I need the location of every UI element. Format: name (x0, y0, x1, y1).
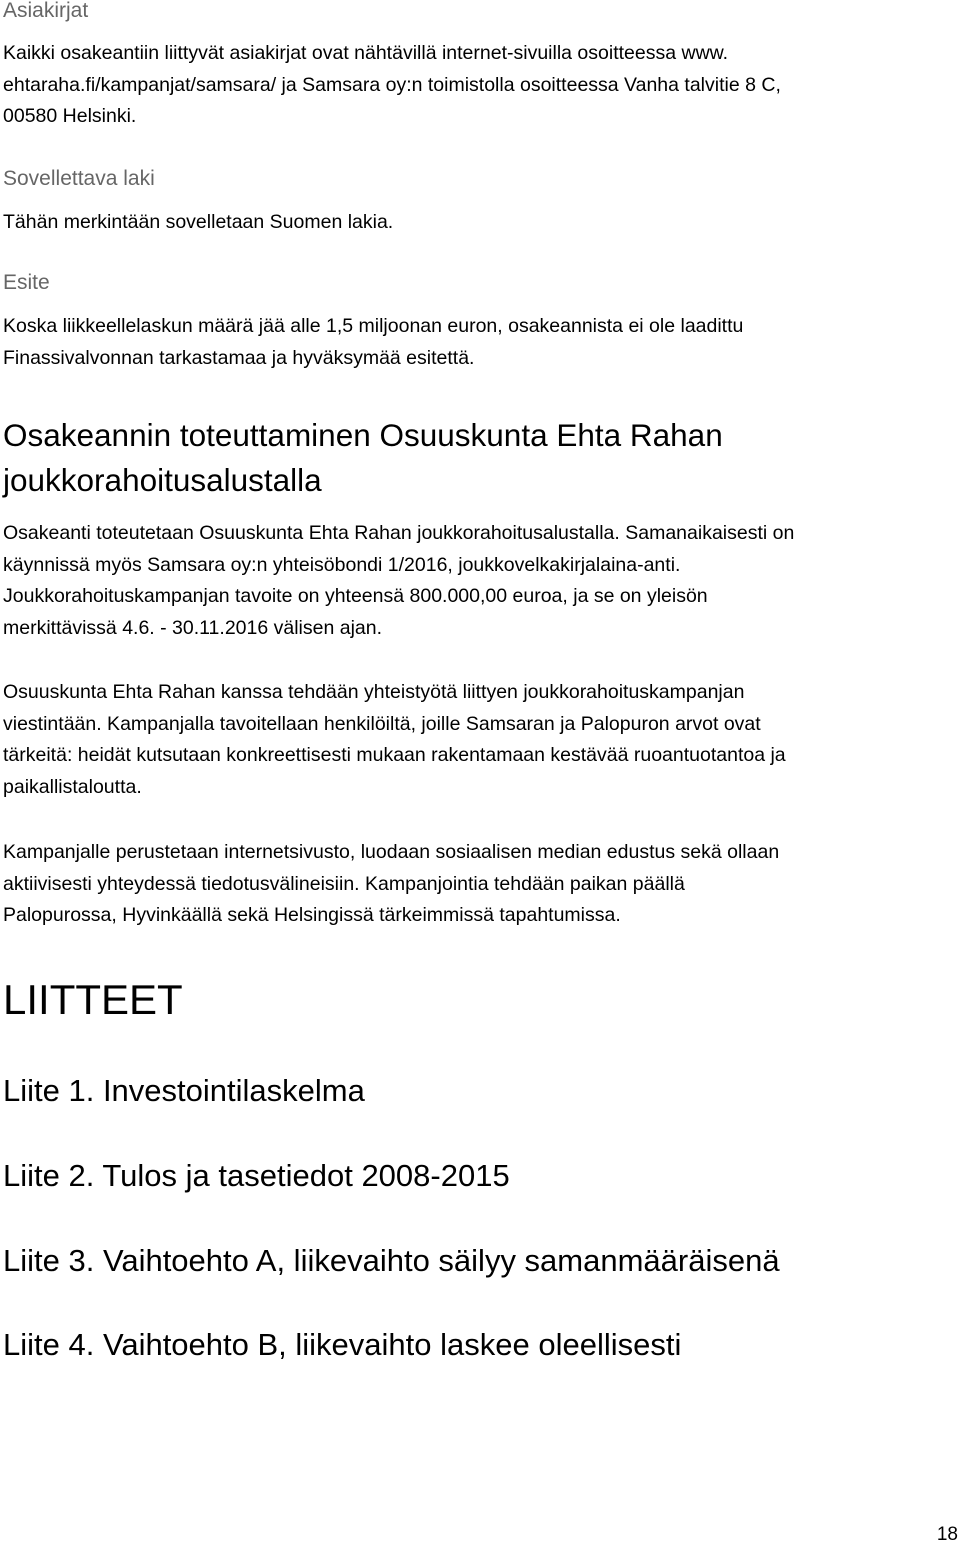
paragraph-viestinta: Osuuskunta Ehta Rahan kanssa tehdään yhteistyötä liittyen joukkorahoituskampanjan viestintään. Kampanjalla tavoitellaan henkilöiltä, joille Samsaran ja Palopuron arvot ovat tärkeitä: heidät kutsutaan konkreettisesti mukaan rakentamaan kestävää ruoantuotantoa ja paikallistaloutta. (3, 681, 786, 798)
appendix-item: Liite 4. Vaihtoehto B, liikevaihto laskee oleellisesti (3, 1327, 682, 1362)
paragraph-osakeanti: Osakeanti toteutetaan Osuuskunta Ehta Rahan joukkorahoitusalustalla. Samanaikaisesti on käynnissä myös Samsara oy:n yhteisöbondi 1/2016, joukkovelkakirjalaina-anti. Joukkorahoituskampanjan tavoite on yhteensä 800.000,00 euroa, ja se on yleisön merkittävissä 4.6. - 30.11.2016 välisen ajan. (3, 522, 795, 639)
section-text-esite: Koska liikkeellelaskun määrä jää alle 1,5 miljoonan euron, osakeannista ei ole laadittu Finassivalvonnan tarkastamaa ja hyväksymää esitettä. (3, 315, 744, 369)
appendix-item: Liite 3. Vaihtoehto A, liikevaihto säilyy samanmääräisenä (3, 1243, 780, 1278)
section-heading-asiakirjat: Asiakirjat (3, 0, 89, 22)
section-heading-sovellettava-laki: Sovellettava laki (3, 167, 155, 190)
appendix-item: Liite 2. Tulos ja tasetiedot 2008-2015 (3, 1158, 510, 1193)
page-number: 18 (936, 1524, 958, 1545)
section-text-asiakirjat: Kaikki osakeantiin liittyvät asiakirjat ovat nähtävillä internet-sivuilla osoitteessa www. ehtaraha.fi/kampanjat/samsara/ ja Samsara oy:n toimistolla osoitteessa Vanha talvitie 8 C, 00580 Helsinki. (3, 42, 781, 127)
section-text-sovellettava-laki: Tähän merkintään sovelletaan Suomen lakia. (3, 211, 394, 233)
heading-osakeannin-toteuttaminen: Osakeannin toteuttaminen Osuuskunta Ehta Rahan joukkorahoitusalustalla (3, 417, 723, 498)
appendix-item: Liite 1. Investointilaskelma (3, 1073, 365, 1108)
paragraph-kampanja: Kampanjalle perustetaan internetsivusto, luodaan sosiaalisen median edustus sekä ollaan aktiivisesti yhteydessä tiedotusvälineisiin. Kampanjointia tehdään paikan päällä Palopurossa, Hyvinkäällä sekä Helsingissä tärkeimmissä tapahtumissa. (3, 841, 780, 926)
section-heading-esite: Esite (3, 271, 50, 294)
liitteet-title: LIITTEET (3, 976, 183, 1023)
